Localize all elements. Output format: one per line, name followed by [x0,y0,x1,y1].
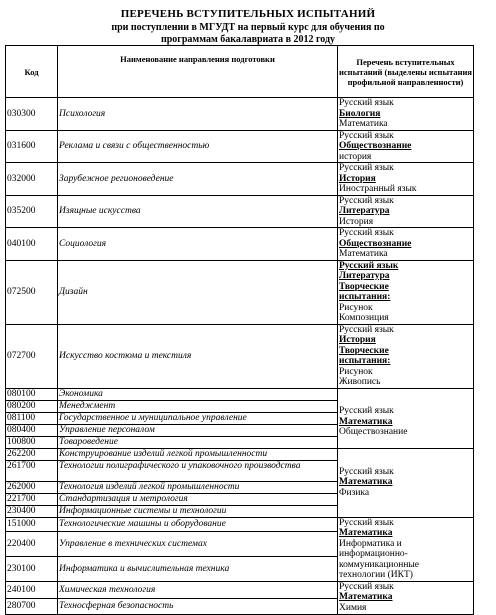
profile-exam: Русский язык [339,260,399,271]
exam-subject: Русский язык [339,98,394,108]
profile-exam: Творческие [339,345,389,356]
table-row-code: 221700 [6,493,58,505]
table-row-code: 030300 [6,98,58,131]
table-row-name: Стандартизация и метрология [58,493,338,505]
exam-cell [338,448,474,517]
exam-subject: Русский язык [339,163,394,173]
exam-cell [338,388,474,448]
exam-cell [338,130,474,163]
exam-subject: Химия [339,602,367,613]
table-row-code: 262000 [6,481,58,493]
exam-cell [338,163,474,196]
table-row-name: Менеджмент [58,400,338,412]
exam-subject: Рисунок [339,302,373,313]
profile-exam: Литература [339,271,390,281]
profile-exam: История [339,173,376,184]
profile-exam: Математика [339,528,393,538]
exam-subject: Иностранный язык [339,184,417,194]
profile-exam: испытания: [339,356,391,366]
table-row-name: Информатика и вычислительная техника [58,556,338,581]
table-row-code: 035200 [6,195,58,228]
table-row-code: 080200 [6,400,58,412]
exam-subject: информационно- [339,549,408,559]
table-row-name: Дизайн [58,260,338,324]
exam-subject: Русский язык [339,228,394,238]
profile-exam: Математика [339,477,393,488]
exam-subject: Русский язык [339,517,394,528]
exam-subject: История [339,216,374,227]
exam-subject: Живопись [339,377,381,387]
table-row-name: Технологии полиграфического и упаковочного производства [58,460,338,481]
profile-exam: История [339,335,376,345]
table-row-code: 220400 [6,531,58,556]
table-row-name: Технология изделий легкой промышленности [58,481,338,493]
table-row-code: 230100 [6,556,58,581]
exam-subject: коммуникационные [339,559,420,570]
table-row-name: Экономика [58,388,338,400]
exam-subject: Русский язык [339,195,394,206]
exam-cell [338,581,474,614]
table-row-name: Государственное и муниципальное управление [58,412,338,424]
table-row-code: 072500 [6,260,58,324]
table-row-code: 032000 [6,163,58,196]
table-row-name: Товароведение [58,436,338,448]
table-row-code: 040100 [6,228,58,261]
profile-exam: Обществознание [339,141,412,151]
profile-exam: испытания: [339,292,391,302]
table-row-code: 261700 [6,460,58,481]
exam-cell [338,98,474,131]
profile-exam: Биология [339,108,381,119]
document-subtitle-line2: программам бакалавриата в 2012 году [160,34,336,45]
table-row-name: Технологические машины и оборудование [58,517,338,531]
table-row-name: Психология [58,98,338,131]
exam-subject: Русский язык [339,466,394,477]
exam-subject: Русский язык [339,324,394,335]
profile-exam: Математика [339,592,393,603]
exam-subject: технологии (ИКТ) [339,570,413,580]
exam-cell [338,228,474,261]
table-row-name: Химическая технология [58,581,338,598]
table-row-name: Искусство костюма и текстиля [58,324,338,388]
document-subtitle-line1: при поступлении в МГУДТ на первый курс для обучения по [111,22,385,33]
exam-cell [338,324,474,388]
exam-cell [338,517,474,581]
table-row-code: 230400 [6,505,58,517]
exam-subject: Физика [339,487,370,498]
document-title: ПЕРЕЧЕНЬ ВСТУПИТЕЛЬНЫХ ИСПЫТАНИЙ [120,8,376,20]
table-row-code: 151000 [6,517,58,531]
exam-cell [338,260,474,324]
column-header-exams: Перечень вступительных испытаний (выделены испытания профильной направленности) [338,46,474,98]
table-row-name: Изящные искусства [58,195,338,228]
profile-exam: Литература [339,206,390,216]
profile-exam: Обществознание [339,238,412,249]
exam-subject: Русский язык [339,581,394,592]
table-row-name: Зарубежное регионоведение [58,163,338,196]
table-row-name: Социология [58,228,338,261]
table-row-name: Управление в технических системах [58,531,338,556]
exams-table [5,45,474,615]
exam-cell [338,195,474,228]
table-row-code: 262200 [6,448,58,460]
exam-subject: Математика [339,249,388,259]
table-row-code: 080100 [6,388,58,400]
table-row-code: 080400 [6,424,58,436]
column-header-name: Наименование направления подготовки [58,46,338,98]
table-row-name: Техносферная безопасность [58,598,338,614]
exam-subject: Обществознание [339,427,408,438]
exam-subject: Рисунок [339,366,373,377]
table-row-code: 280700 [6,598,58,614]
table-row-name: Конструирование изделий легкой промышленности [58,448,338,460]
table-row-name: Реклама и связи с общественностью [58,130,338,163]
exam-subject: Математика [339,119,388,129]
table-row-code: 031600 [6,130,58,163]
profile-exam: Математика [339,416,393,427]
exam-subject: Русский язык [339,406,394,417]
table-row-name: Управление персоналом [58,424,338,436]
profile-exam: Творческие [339,281,389,292]
exam-subject: Русский язык [339,130,394,141]
exam-subject: история [339,151,372,162]
exam-subject: Композиция [339,313,389,323]
table-row-name: Информационные системы и технологии [58,505,338,517]
table-row-code: 100800 [6,436,58,448]
table-row-code: 081100 [6,412,58,424]
exam-subject: Информатика и [339,538,402,549]
column-header-code: Код [6,46,58,98]
table-row-code: 072700 [6,324,58,388]
table-row-code: 240100 [6,581,58,598]
